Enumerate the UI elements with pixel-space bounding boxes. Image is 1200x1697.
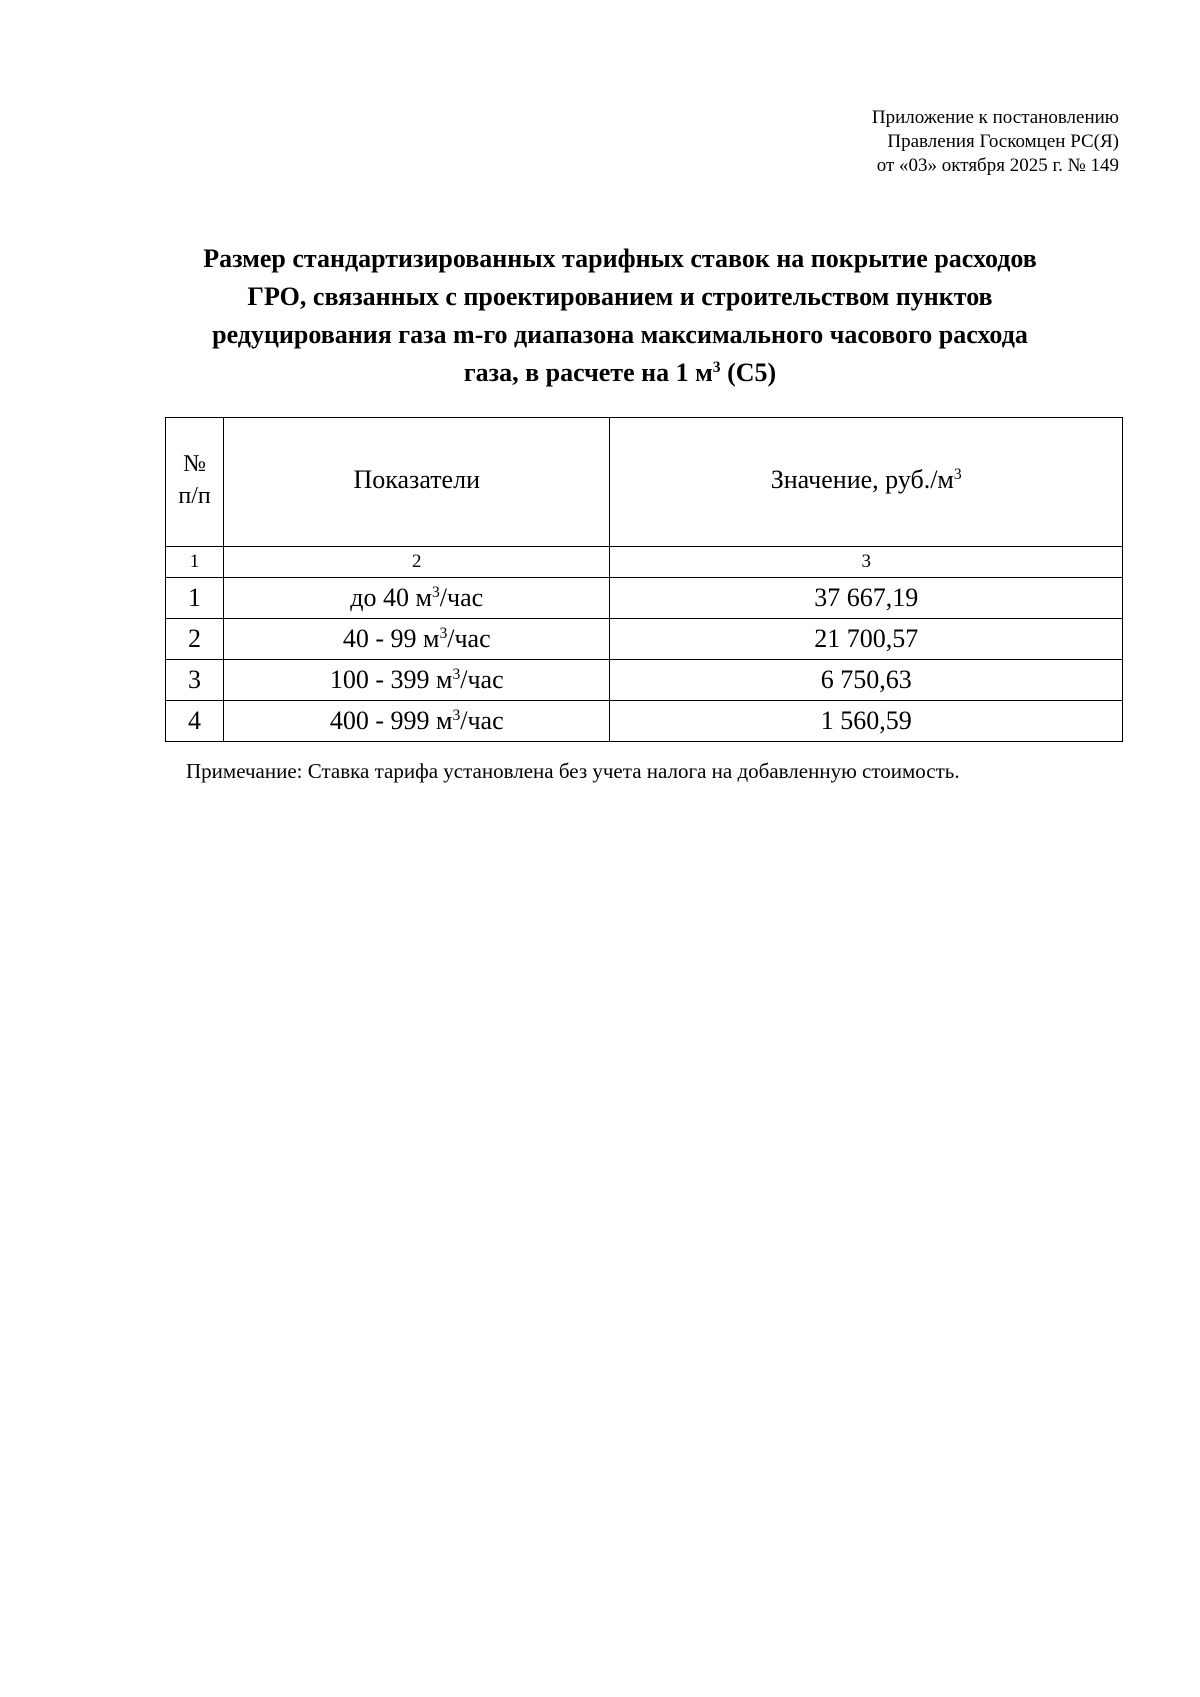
table-index-row — [166, 547, 1123, 578]
header-indicator-label: Показатели — [353, 465, 480, 494]
row-range-unit: /час — [447, 624, 491, 653]
document-title — [140, 240, 1100, 392]
header-value-cell — [610, 418, 1123, 547]
title-line-4 — [140, 354, 1100, 392]
row-range-text: до 40 м — [350, 583, 432, 612]
title-line-3: редуцирования газа m-го диапазона максимального часового расхода — [212, 320, 1028, 349]
header-value-text: Значение, руб./м — [770, 465, 954, 494]
row-range-unit: /час — [460, 706, 504, 735]
row-value: 21 700,57 — [610, 619, 1123, 660]
row-number: 3 — [166, 660, 224, 701]
row-range-superscript: 3 — [439, 625, 448, 643]
title-line-4-prefix: газа, в расчете на 1 м — [463, 358, 713, 387]
row-number: 4 — [166, 701, 224, 742]
header-number-cell — [166, 418, 224, 547]
row-range-unit: /час — [460, 665, 504, 694]
row-value: 1 560,59 — [610, 701, 1123, 742]
footnote: Примечание: Ставка тарифа установлена без учета налога на добавленную стоимость. — [186, 759, 960, 783]
row-range-superscript: 3 — [452, 666, 461, 684]
header-indicator-cell — [224, 418, 610, 547]
row-range-unit: /час — [439, 583, 484, 612]
title-line-2: ГРО, связанных с проектированием и строительством пунктов — [247, 282, 993, 311]
approval-line-3: от «03» октября 2025 г. № 149 — [876, 155, 1119, 176]
row-number: 1 — [166, 578, 224, 619]
index-cell-1: 1 — [166, 547, 224, 578]
approval-line-2: Правления Госкомцен РС(Я) — [887, 131, 1119, 152]
approval-line-1: Приложение к постановлению — [871, 107, 1119, 128]
row-range-text: 400 - 999 м — [329, 706, 453, 735]
title-line-4-suffix: (С5) — [720, 358, 777, 387]
header-number-label: п/п — [178, 483, 211, 509]
index-cell-3: 3 — [610, 547, 1123, 578]
row-range — [224, 578, 610, 619]
row-range — [224, 619, 610, 660]
approval-header — [872, 106, 1119, 178]
row-value: 37 667,19 — [610, 578, 1123, 619]
table-header-row — [166, 418, 1123, 547]
header-value-superscript: 3 — [953, 466, 962, 484]
row-range-superscript: 3 — [452, 707, 461, 725]
table-row — [166, 701, 1123, 742]
table-row — [166, 578, 1123, 619]
row-range-text: 40 - 99 м — [342, 624, 440, 653]
row-number: 2 — [166, 619, 224, 660]
row-range — [224, 701, 610, 742]
title-superscript: 3 — [712, 359, 721, 377]
row-range — [224, 660, 610, 701]
table-row — [166, 660, 1123, 701]
row-value: 6 750,63 — [610, 660, 1123, 701]
header-value-label — [771, 465, 962, 494]
row-range-text: 100 - 399 м — [329, 665, 453, 694]
row-range-superscript: 3 — [431, 584, 440, 602]
header-number-symbol: № — [183, 451, 206, 477]
tariff-table — [165, 417, 1123, 742]
index-cell-2: 2 — [224, 547, 610, 578]
title-line-1: Размер стандартизированных тарифных ставок на покрытие расходов — [203, 244, 1037, 273]
table-row — [166, 619, 1123, 660]
